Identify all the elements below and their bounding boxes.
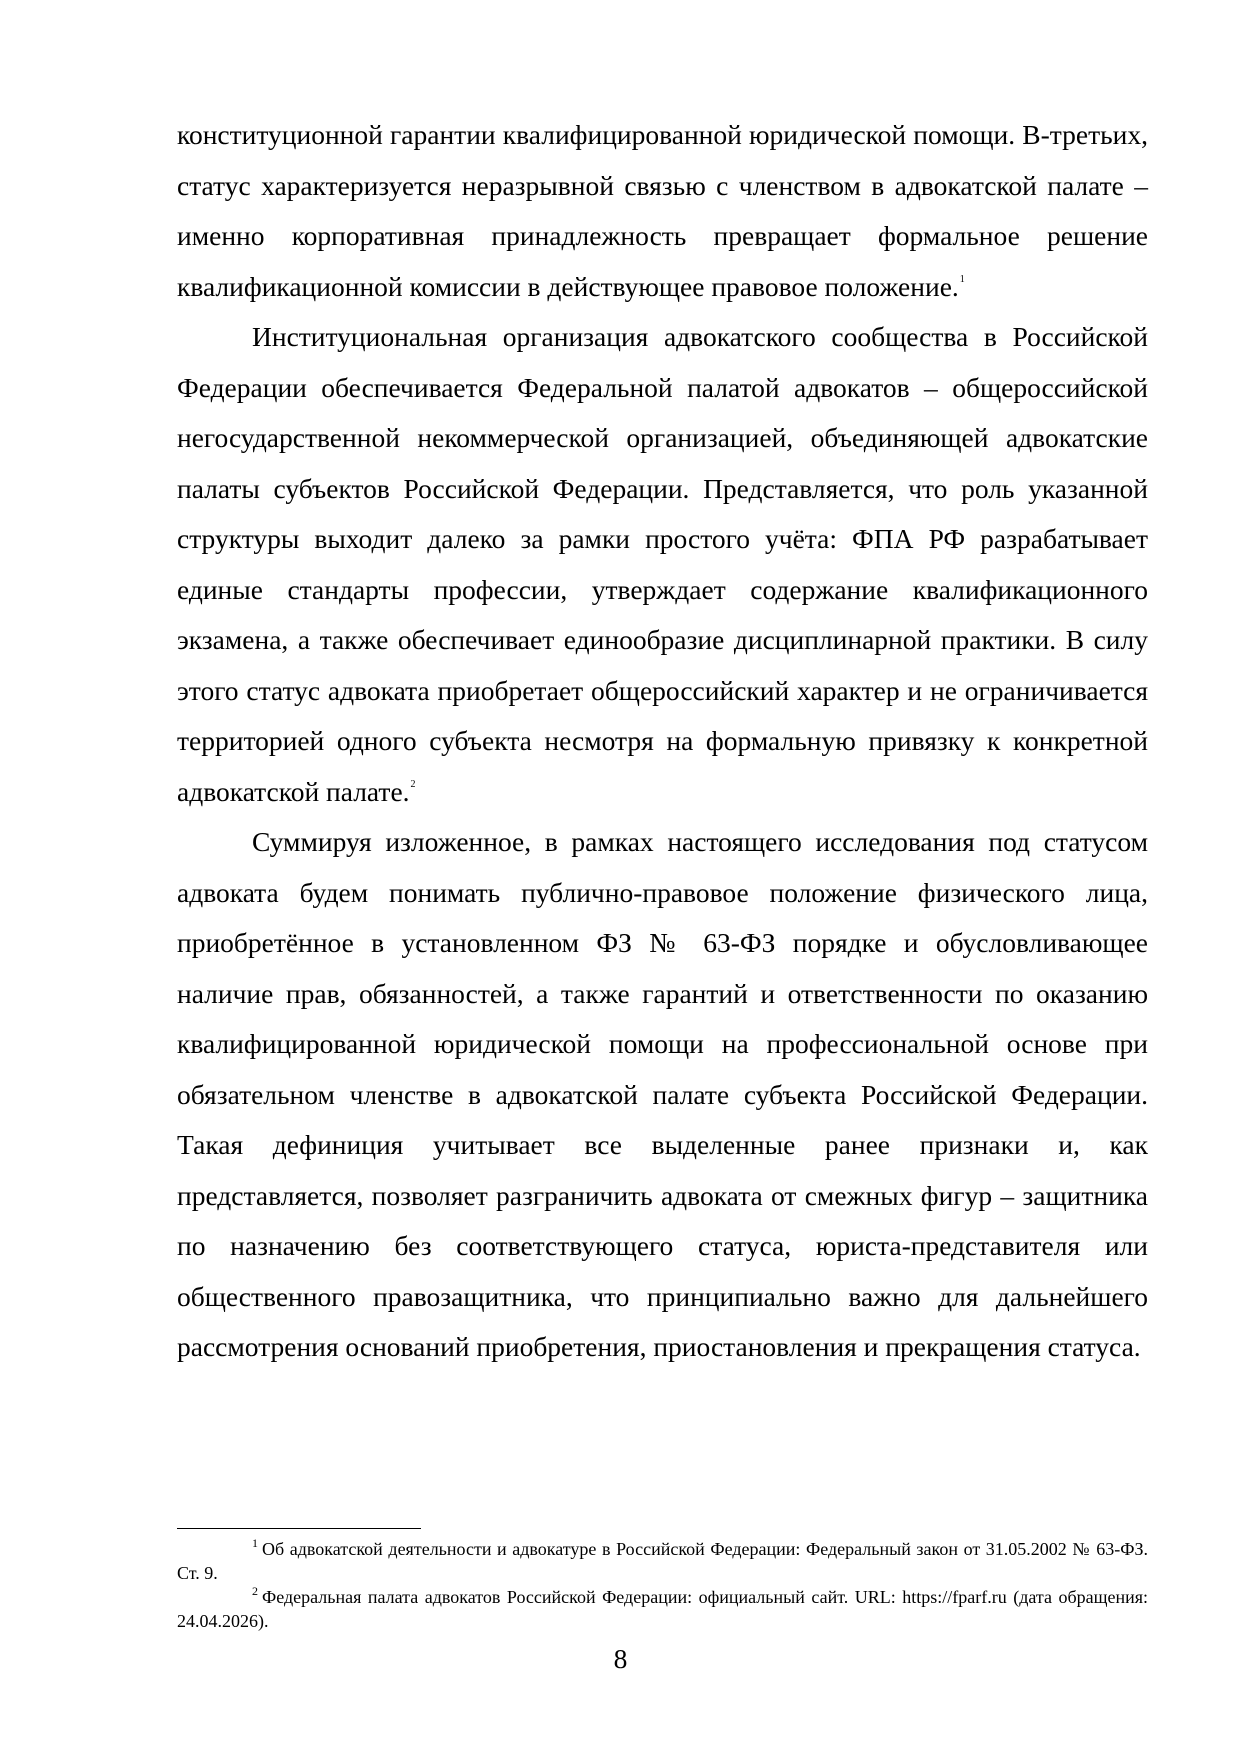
footnote-separator bbox=[177, 1528, 421, 1529]
footnote-1-text: Об адвокатской деятельности и адвокатуре в Российской Федерации: Федеральный закон от 31.05.2002 № 63-ФЗ. Ст. 9. bbox=[177, 1539, 1148, 1583]
paragraph-1 bbox=[177, 110, 1148, 312]
paragraph-2-text: Институциональная организация адвокатского сообщества в Российской Федерации обеспечивается Федеральной палатой адвокатов – общероссийской негосударственной некоммерческой организацией, объединяющей адвокатские палаты субъектов Российской Федерации. Представляется, что роль указанной структуры выходит далеко за рамки простого учёта: ФПА РФ разрабатывает единые стандарты профессии, утверждает содержание квалификационного экзамена, а также обеспечивает единообразие дисциплинарной практики. В силу этого статус адвоката приобретает общероссийский характер и не ограничивается территорией одного субъекта несмотря на формальную привязку к конкретной адвокатской палате. bbox=[177, 321, 1148, 807]
footnote-ref-2[interactable]: 2 bbox=[410, 778, 416, 790]
body-text bbox=[177, 110, 1148, 1373]
footnote-number-1: 1 bbox=[252, 1536, 258, 1550]
footnote-number-2: 2 bbox=[252, 1584, 258, 1598]
footnotes bbox=[177, 1537, 1148, 1633]
paragraph-3 bbox=[177, 817, 1148, 1373]
footnote-ref-1[interactable]: 1 bbox=[959, 273, 965, 285]
paragraph-1-text: конституционной гарантии квалифицированной юридической помощи. В-третьих, статус характеризуется неразрывной связью с членством в адвокатской палате – именно корпоративная принадлежность превращает формальное решение квалификационной комиссии в действующее правовое положение. bbox=[177, 119, 1148, 302]
footnote-2-text: Федеральная палата адвокатов Российской Федерации: официальный сайт. URL: https://fparf.ru (дата обращения: 24.04.2026). bbox=[177, 1587, 1148, 1631]
footnote-1 bbox=[177, 1537, 1148, 1585]
footnote-2 bbox=[177, 1585, 1148, 1633]
page-number: 8 bbox=[613, 1643, 628, 1674]
paragraph-2 bbox=[177, 312, 1148, 817]
paragraph-3-text: Суммируя изложенное, в рамках настоящего исследования под статусом адвоката будем понимать публично-правовое положение физического лица, приобретённое в установленном ФЗ № 63-ФЗ порядке и обусловливающее наличие прав, обязанностей, а также гарантий и ответственности по оказанию квалифицированной юридической помощи на профессиональной основе при обязательном членстве в адвокатской палате субъекта Российской Федерации. Такая дефиниция учитывает все выделенные ранее признаки и, как представляется, позволяет разграничить адвоката от смежных фигур – защитника по назначению без соответствующего статуса, юриста-представителя или общественного правозащитника, что принципиально важно для дальнейшего рассмотрения оснований приобретения, приостановления и прекращения статуса. bbox=[177, 826, 1148, 1362]
